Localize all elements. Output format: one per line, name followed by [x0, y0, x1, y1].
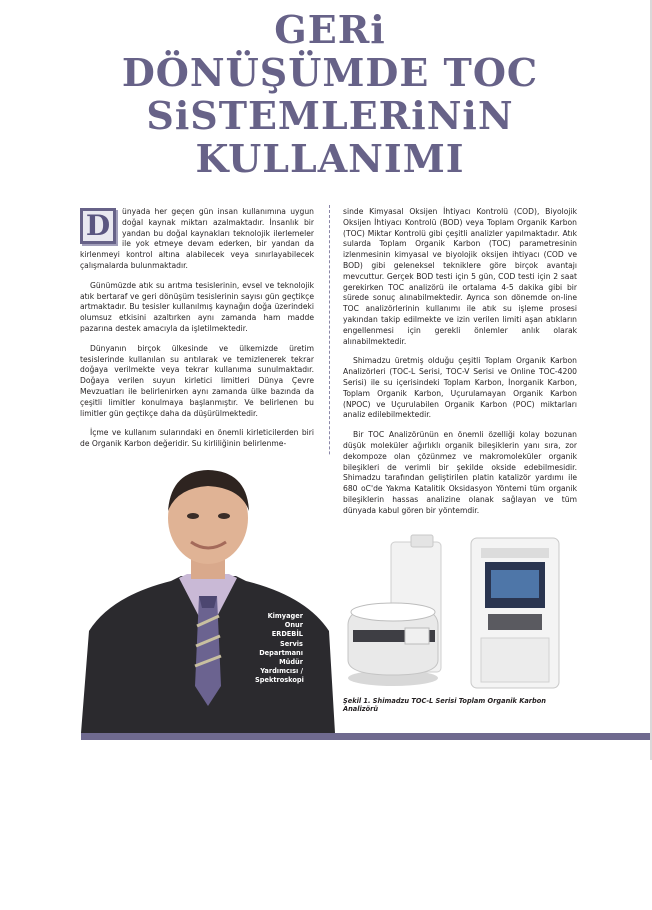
toc-analyzer-image: [343, 530, 568, 698]
title-line: SiSTEMLERiNiN: [146, 93, 514, 138]
title-line: KULLANIMI: [195, 136, 465, 181]
article-title: [60, 8, 600, 180]
caption-line: Kimyager: [267, 612, 303, 620]
caption-line: Yardımcısı /: [260, 667, 303, 676]
figure-caption: Şekil 1. Shimadzu TOC-L Serisi Toplam Organik Karbon Analizörü: [343, 697, 546, 713]
title-line: DÖNÜŞÜMDE TOC: [121, 50, 539, 95]
paragraph: [80, 207, 314, 272]
person-caption: [255, 612, 303, 686]
paragraph: Dünyanın birçok ülkesinde ve ülkemizde üretim tesislerinde kullanılan su arıtılarak ve temizlenerek tekrar doğaya verilmekte veya tekrar kullanıma sunulmaktadır. Doğaya verilen suyun kirletici limitleri Dünya Çevre Mevzuatları ile belirlenirken aynı zamanda ülke bazında da çeşitli limitler konulmaya başlanmıştır. Ve belirlenen bu limitler gün geçtikçe daha da düşürülmektedir.: [80, 343, 314, 418]
paragraph: Günümüzde atık su arıtma tesislerinin, evsel ve teknolojik atık bertaraf ve geri dönüşüm tesislerinin sayısı gün geçtikçe artmaktadır. Bu tesisler kullanılmış kaynağın doğa üzerindeki olumsuz etkisini azaltırken aynı zamanda ham madde pazarına destek amacıyla da işletilmektedir.: [80, 280, 314, 333]
paragraph: İçme ve kullanım sularındaki en önemli kirleticilerden biri de Organik Karbon değeridir. Su kirliliğinin belirlenme-: [80, 428, 314, 449]
text-column-right: [343, 207, 577, 526]
paragraph: Shimadzu üretmiş olduğu çeşitli Toplam Organik Karbon Analizörleri (TOC-L Serisi, TOC-V Serisi ve Online TOC-4200 Serisi) ile su içerisindeki Toplam Karbon, İnorganik Karbon, Toplam Organik Karbon, Uçurulamayan Organik Karbon (NPOC) ve Uçurulabilen Organik Karbon (POC) miktarları analiz edilebilmektedir.: [343, 356, 577, 420]
paragraph: Bir TOC Analizörünün en önemli özelliği kolay bozunan düşük moleküler ağırlıklı organik bileşiklerin yanı sıra, zor dekompoze olan çözünmez ve makromoleküler organik bileşikleri de verimli bir şekilde okside edebilmesidir. Shimadzu tarafından geliştirilen platin katalizör yardımı ile 680 oC'de Yakma Katalitik Oksidasyon Yöntemi tüm organik bileşiklerin hassas analizine olanak sağlayan ve tüm dünyada kabul gören bir yöntemdir.: [343, 430, 577, 515]
caption-line: Onur ERDEBİL: [271, 621, 303, 639]
bottom-rule: [81, 733, 651, 740]
text-column-left: [80, 207, 314, 459]
portrait-photo: [81, 456, 335, 733]
drop-cap: D: [80, 208, 116, 244]
caption-line: Spektroskopi: [255, 676, 304, 685]
caption-line: Servis: [280, 639, 303, 648]
caption-line: Departmanı: [259, 648, 303, 657]
paragraph: sinde Kimyasal Oksijen İhtiyacı Kontrolü (COD), Biyolojik Oksijen İhtiyacı Kontrolü (BOD) veya Toplam Organik Karbon (TOC) Miktar Kontrolü gibi çeşitli analizler yapılmaktadır. Atık sularda Toplam Organik Karbon (TOC) parametresinin izlenmesinin kimyasal ve biyolojik oksijen ihtiyacı (COD ve BOD) gibi geleneksel tekniklere göre birçok avantajı mevcuttur. Gerçek BOD testi için 5 gün, COD testi için 2 saat gerekirken TOC analizörü ile ortalama 4-5 dakika gibi bir sürede sonuç alınabilmektedir. Ayrıca son dönemde on-line TOC analizörlerinin kullanımı ile atık su işleme prosesi yakından takip edilmekte ve izin verilen limiti aşan atıkların engellenmesi için gerekli önlemler anlık olarak alınabilmektedir.: [343, 207, 577, 346]
caption-line: Müdür: [279, 658, 303, 667]
title-line: GERi: [274, 7, 386, 52]
paragraph-text: ünyada her geçen gün insan kullanımına uygun doğal kaynak miktarı azalmaktadır. İnsanlık bir yandan bu doğal kaynakları teknolojik ilerlemeler ile yok etmeye devam ederken, bir yandan da kirlenmeyi kontrol altına alabilecek veya sınırlayabilecek çalışmalarda bulunmaktadır.: [80, 207, 314, 270]
